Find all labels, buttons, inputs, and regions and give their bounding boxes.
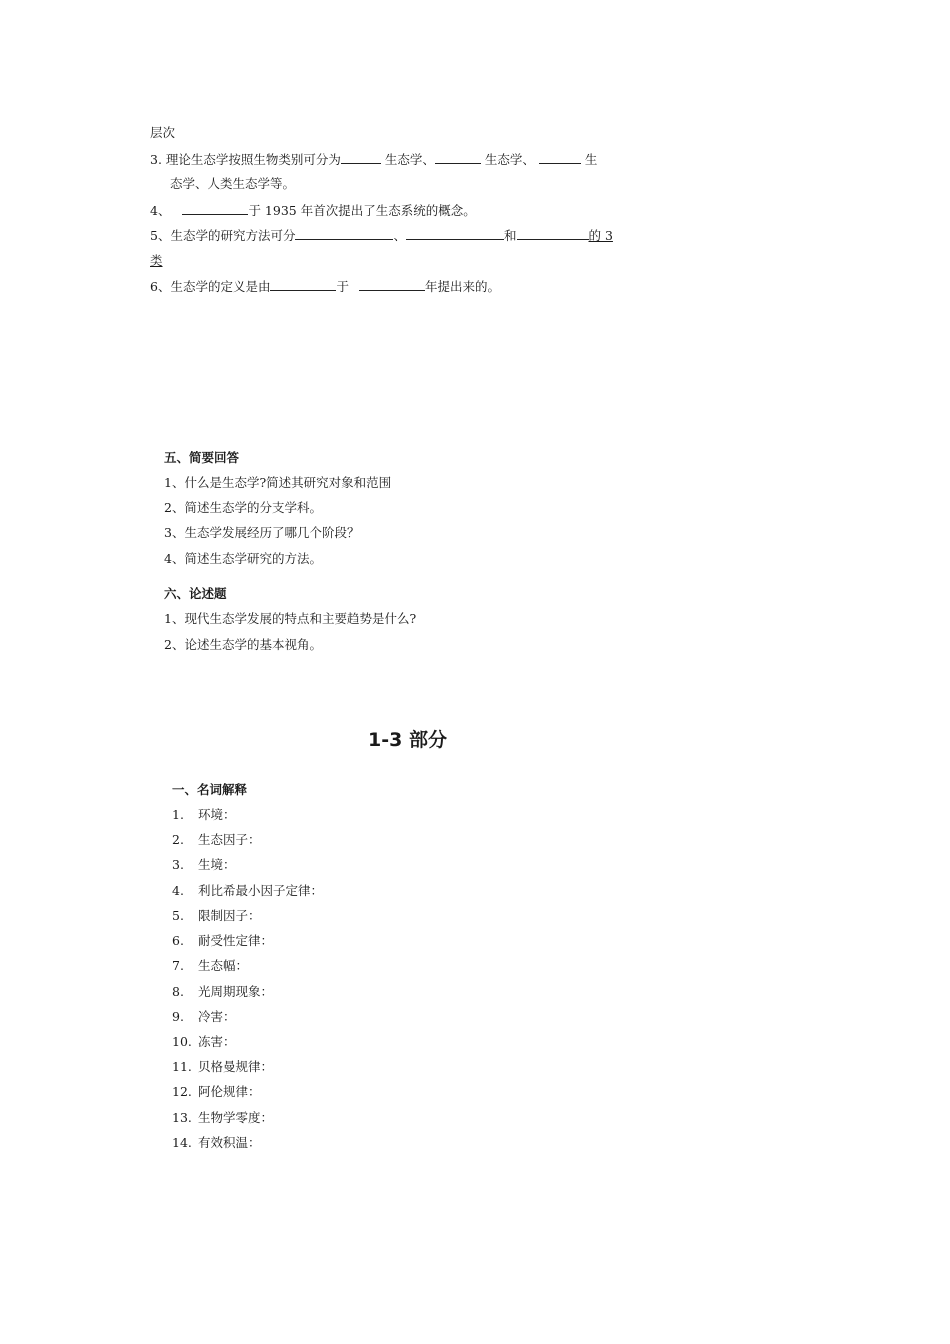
q6-text-3: 年提出来的。 [424,279,500,294]
section5-item: 4、简述生态学研究的方法。 [164,551,322,566]
term-item [172,883,323,899]
term-item [172,1084,261,1100]
term-item [172,908,261,924]
term-text: 利比希最小因子定律： [198,883,324,898]
term-item [172,1135,261,1151]
q3-text-5: 态学、人类生态学等。 [170,176,296,191]
q3-text-4: 生 [580,152,598,167]
term-number: 11. [172,1059,192,1074]
term-item [172,857,236,873]
term-item [172,1059,273,1075]
term-number: 12. [172,1084,192,1099]
blank [517,227,589,240]
part-title: 1-3 部分 [368,729,447,751]
term-text: 有效积温： [198,1135,261,1150]
q3-text-3: 生态学、 [480,152,539,167]
term-number: 8. [172,984,184,999]
q4-text-2: 于 1935 年首次提出了生态系统的概念。 [248,203,476,218]
terms-heading: 一、名词解释 [172,782,248,797]
term-number: 9. [172,1009,184,1024]
term-text: 耐受性定律： [198,933,274,948]
blank [435,151,481,164]
term-text: 生态因子： [198,832,261,847]
term-item [172,832,261,848]
blank [341,151,381,164]
q5-text-4: 的 3 [588,228,613,243]
term-number: 14. [172,1135,192,1150]
section5-heading: 五、简要回答 [164,450,240,465]
section5-item: 2、简述生态学的分支学科。 [164,500,322,515]
term-item [172,1110,273,1126]
term-text: 阿伦规律： [198,1084,261,1099]
blank [359,278,425,291]
blank [182,202,248,215]
term-text: 冻害： [198,1034,236,1049]
term-text: 生境： [198,857,236,872]
term-item [172,807,236,823]
q3-text-1: 3. 理论生态学按照生物类别可分为 [150,152,341,167]
blank [295,227,393,240]
term-number: 7. [172,958,184,973]
q4-text-1: 4、 [150,203,175,218]
term-text: 生态幅： [198,958,249,973]
blank [539,151,581,164]
term-number: 6. [172,933,184,948]
term-item [172,933,273,949]
q3-text-2: 生态学、 [380,152,435,167]
term-text: 限制因子： [198,908,261,923]
q5-text-1: 5、生态学的研究方法可分 [150,228,296,243]
term-text: 环境： [198,807,236,822]
term-text: 冷害： [198,1009,236,1024]
term-item [172,984,273,1000]
term-text: 生物学零度： [198,1110,274,1125]
q5-text-2: 、 [393,228,406,243]
q6-text-1: 6、生态学的定义是由 [150,279,271,294]
q5-text-5: 类 [150,253,163,268]
section6-item: 1、现代生态学发展的特点和主要趋势是什么? [164,611,417,626]
term-number: 2. [172,832,184,847]
section6-heading: 六、论述题 [164,586,227,601]
fragment-text: 层次 [150,125,176,140]
question-3 [150,151,597,168]
question-6 [150,278,500,295]
q6-text-2: 于 [336,279,353,294]
term-text: 贝格曼规律： [198,1059,274,1074]
term-number: 3. [172,857,184,872]
blank [406,227,504,240]
term-number: 5. [172,908,184,923]
term-text: 光周期现象： [198,984,274,999]
term-item [172,1034,236,1050]
section5-item: 3、生态学发展经历了哪几个阶段？ [164,525,360,540]
term-item [172,1009,236,1025]
term-item [172,958,248,974]
question-5 [150,227,613,244]
term-number: 4. [172,883,184,898]
term-number: 10. [172,1034,192,1049]
section5-item: 1、什么是生态学?简述其研究对象和范围 [164,475,392,490]
question-4 [150,202,476,219]
blank [270,278,336,291]
term-number: 1. [172,807,184,822]
term-number: 13. [172,1110,192,1125]
section6-item: 2、论述生态学的基本视角。 [164,637,322,652]
q5-text-3: 和 [503,228,517,243]
